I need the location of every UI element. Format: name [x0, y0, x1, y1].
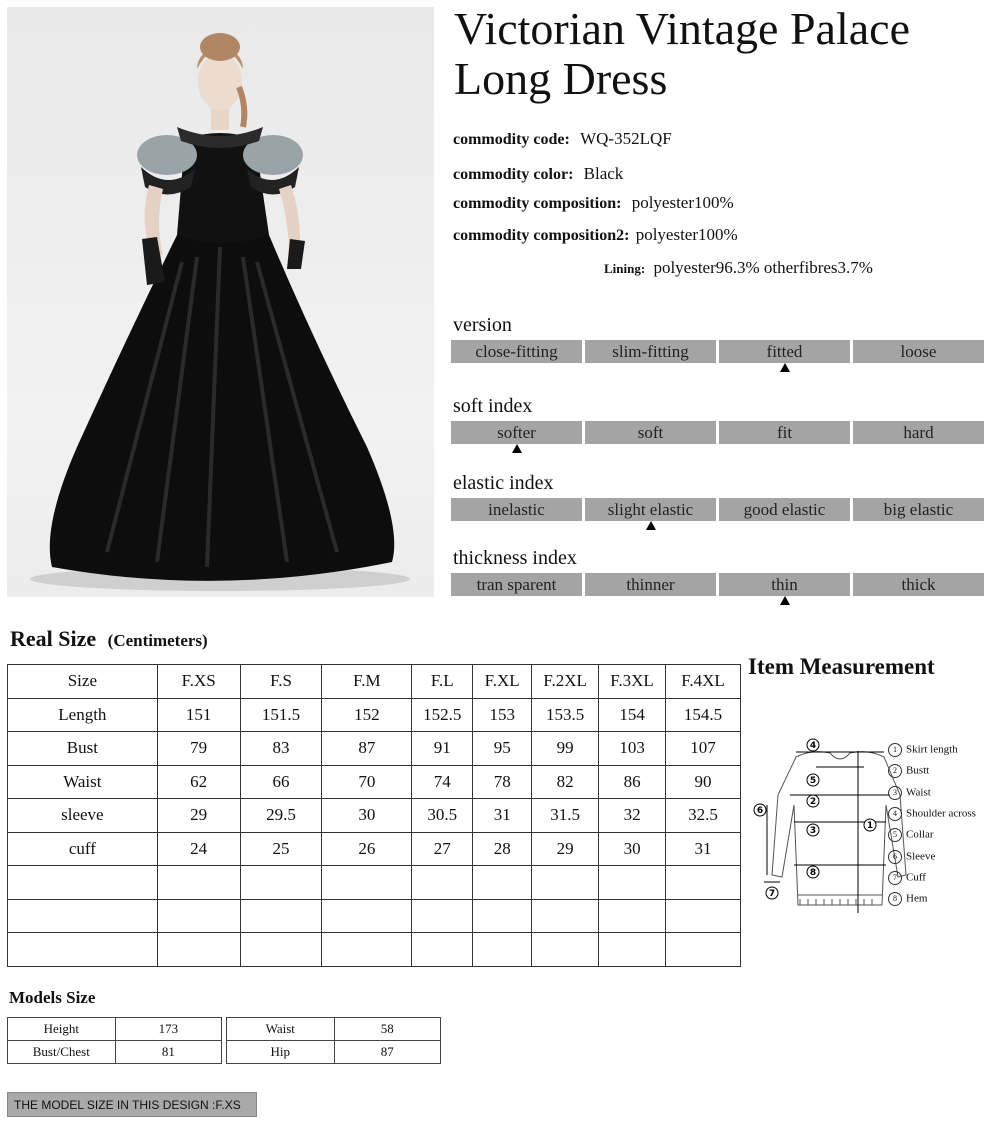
- table-cell: [412, 933, 473, 967]
- table-cell: [532, 866, 599, 900]
- table-row: [227, 1041, 441, 1064]
- legend-number-icon: 2: [888, 764, 902, 778]
- table-cell: 87: [322, 732, 412, 766]
- spec-value: polyester100%: [631, 193, 734, 212]
- product-title: Victorian Vintage Palace Long Dress: [454, 3, 911, 104]
- table-cell: 30: [599, 832, 666, 866]
- table-row: [227, 1018, 441, 1041]
- index-row: [451, 573, 984, 596]
- table-cell: 153: [473, 698, 532, 732]
- spec-composition: [453, 193, 734, 213]
- table-cell: 153.5: [532, 698, 599, 732]
- selected-marker-icon: [780, 363, 790, 372]
- table-cell: F.M: [322, 665, 412, 699]
- svg-text:5: 5: [809, 776, 817, 786]
- table-row: [8, 698, 741, 732]
- legend-item: [888, 828, 934, 842]
- row-label: Bust: [8, 732, 158, 766]
- index-label: soft index: [453, 395, 533, 417]
- legend-number-icon: 4: [888, 807, 902, 821]
- table-cell: 29: [532, 832, 599, 866]
- real-size-heading: Real Size: [10, 626, 97, 651]
- table-header-row: [8, 665, 741, 699]
- table-cell: 152: [322, 698, 412, 732]
- spec-value: polyester100%: [635, 225, 738, 244]
- index-option: slim-fitting: [585, 340, 716, 363]
- table-row: [8, 799, 741, 833]
- selected-marker-icon: [512, 444, 522, 453]
- legend-number-icon: 1: [888, 743, 902, 757]
- row-label: [8, 933, 158, 967]
- index-option: thin: [719, 573, 850, 596]
- table-cell: [240, 933, 322, 967]
- spec-key: Lining:: [604, 261, 646, 276]
- legend-item: [888, 892, 927, 906]
- table-cell: [473, 933, 532, 967]
- table-cell: [322, 933, 412, 967]
- table-cell: [599, 866, 666, 900]
- svg-text:8: 8: [809, 868, 817, 878]
- table-cell: 78: [473, 765, 532, 799]
- models-table-left: [7, 1017, 222, 1064]
- model-key: Hip: [227, 1041, 335, 1064]
- table-cell: 154.5: [666, 698, 741, 732]
- table-cell: 70: [322, 765, 412, 799]
- table-cell: 31: [473, 799, 532, 833]
- product-photo: [7, 7, 434, 597]
- model-value: 173: [115, 1018, 221, 1041]
- index-row: [451, 421, 984, 444]
- table-cell: 152.5: [412, 698, 473, 732]
- index-option: slight elastic: [585, 498, 716, 521]
- legend-label: Sleeve: [906, 850, 936, 863]
- real-size-title: [10, 626, 208, 652]
- legend-number-icon: 5: [888, 828, 902, 842]
- spec-key: commodity color:: [453, 166, 574, 183]
- table-cell: 95: [473, 732, 532, 766]
- table-cell: [599, 899, 666, 933]
- model-key: Waist: [227, 1018, 335, 1041]
- table-cell: 30: [322, 799, 412, 833]
- table-cell: 32.5: [666, 799, 741, 833]
- model-size-note: THE MODEL SIZE IN THIS DESIGN :F.XS: [7, 1092, 257, 1117]
- table-cell: 30.5: [412, 799, 473, 833]
- index-row: [451, 498, 984, 521]
- spec-key: commodity code:: [453, 131, 570, 148]
- table-cell: 29.5: [240, 799, 322, 833]
- spec-code: [453, 129, 672, 149]
- legend-number-icon: 8: [888, 892, 902, 906]
- table-cell: 62: [157, 765, 240, 799]
- legend-label: Collar: [906, 828, 934, 841]
- table-cell: [240, 899, 322, 933]
- legend-label: Cuff: [906, 871, 926, 884]
- legend-number-icon: 3: [888, 786, 902, 800]
- table-cell: [473, 899, 532, 933]
- table-cell: 151.5: [240, 698, 322, 732]
- table-cell: [532, 899, 599, 933]
- spec-key: commodity composition2:: [453, 227, 630, 244]
- size-table: [7, 664, 741, 967]
- table-cell: F.XS: [157, 665, 240, 699]
- table-cell: F.2XL: [532, 665, 599, 699]
- garment-sketch: [750, 735, 990, 920]
- dress-illustration: [7, 7, 434, 597]
- table-cell: 29: [157, 799, 240, 833]
- index-label: elastic index: [453, 472, 554, 494]
- table-cell: 31.5: [532, 799, 599, 833]
- table-cell: [240, 866, 322, 900]
- row-label: Size: [8, 665, 158, 699]
- table-cell: [666, 866, 741, 900]
- table-cell: 151: [157, 698, 240, 732]
- table-cell: F.L: [412, 665, 473, 699]
- table-row: [8, 765, 741, 799]
- row-label: Waist: [8, 765, 158, 799]
- table-cell: [157, 866, 240, 900]
- legend-label: Waist: [906, 786, 931, 799]
- spec-key: commodity composition:: [453, 195, 622, 212]
- index-option: thinner: [585, 573, 716, 596]
- legend-item: [888, 764, 929, 778]
- index-option: good elastic: [719, 498, 850, 521]
- table-cell: 26: [322, 832, 412, 866]
- legend-label: Bustt: [906, 764, 930, 777]
- table-cell: 90: [666, 765, 741, 799]
- spec-composition2: [453, 225, 738, 245]
- models-size-title: Models Size: [9, 988, 96, 1007]
- index-label: version: [453, 314, 512, 336]
- index-option: fit: [719, 421, 850, 444]
- table-row: [8, 933, 741, 967]
- table-cell: 32: [599, 799, 666, 833]
- table-cell: [157, 933, 240, 967]
- table-cell: [599, 933, 666, 967]
- legend-item: [888, 786, 931, 800]
- table-cell: 91: [412, 732, 473, 766]
- table-row: [8, 1041, 222, 1064]
- model-value: 87: [334, 1041, 440, 1064]
- legend-item: [888, 743, 958, 757]
- svg-text:4: 4: [809, 741, 817, 751]
- legend-label: Shoulder across: [906, 807, 976, 820]
- svg-text:1: 1: [866, 821, 874, 831]
- table-cell: F.XL: [473, 665, 532, 699]
- svg-text:2: 2: [809, 797, 817, 807]
- svg-text:7: 7: [768, 889, 776, 899]
- row-label: cuff: [8, 832, 158, 866]
- spec-value: Black: [583, 164, 624, 183]
- table-cell: F.S: [240, 665, 322, 699]
- table-cell: 82: [532, 765, 599, 799]
- measurement-diagram: [750, 735, 990, 920]
- index-option: thick: [853, 573, 984, 596]
- model-key: Bust/Chest: [8, 1041, 116, 1064]
- index-label: thickness index: [453, 547, 577, 569]
- table-cell: 79: [157, 732, 240, 766]
- selected-marker-icon: [646, 521, 656, 530]
- table-cell: 74: [412, 765, 473, 799]
- table-cell: F.4XL: [666, 665, 741, 699]
- spec-color: [453, 164, 623, 184]
- table-cell: 27: [412, 832, 473, 866]
- table-cell: 83: [240, 732, 322, 766]
- table-cell: [666, 933, 741, 967]
- index-option: fitted: [719, 340, 850, 363]
- table-row: [8, 1018, 222, 1041]
- legend-label: Hem: [906, 892, 928, 905]
- spec-value: WQ-352LQF: [580, 129, 672, 148]
- table-cell: [412, 899, 473, 933]
- table-cell: 154: [599, 698, 666, 732]
- model-key: Height: [8, 1018, 116, 1041]
- models-table-right: [226, 1017, 441, 1064]
- table-cell: [322, 866, 412, 900]
- legend-item: [888, 871, 926, 885]
- index-option: softer: [451, 421, 582, 444]
- index-option: inelastic: [451, 498, 582, 521]
- table-cell: 99: [532, 732, 599, 766]
- table-row: [8, 899, 741, 933]
- table-cell: 24: [157, 832, 240, 866]
- row-label: [8, 899, 158, 933]
- svg-text:3: 3: [809, 826, 817, 836]
- spec-value: polyester96.3% otherfibres3.7%: [653, 258, 873, 277]
- table-cell: F.3XL: [599, 665, 666, 699]
- index-option: close-fitting: [451, 340, 582, 363]
- index-option: hard: [853, 421, 984, 444]
- real-size-unit: (Centimeters): [107, 631, 208, 650]
- selected-marker-icon: [780, 596, 790, 605]
- table-cell: [412, 866, 473, 900]
- index-option: loose: [853, 340, 984, 363]
- table-cell: 28: [473, 832, 532, 866]
- table-row: [8, 866, 741, 900]
- table-cell: 86: [599, 765, 666, 799]
- table-cell: [322, 899, 412, 933]
- table-cell: [532, 933, 599, 967]
- table-cell: 66: [240, 765, 322, 799]
- legend-number-icon: 6: [888, 850, 902, 864]
- legend-item: [888, 850, 935, 864]
- index-option: big elastic: [853, 498, 984, 521]
- table-cell: 107: [666, 732, 741, 766]
- table-cell: [157, 899, 240, 933]
- table-cell: 25: [240, 832, 322, 866]
- model-value: 58: [334, 1018, 440, 1041]
- row-label: Length: [8, 698, 158, 732]
- row-label: sleeve: [8, 799, 158, 833]
- index-option: soft: [585, 421, 716, 444]
- spec-lining: [604, 258, 873, 278]
- legend-label: Skirt length: [906, 743, 958, 756]
- table-cell: 31: [666, 832, 741, 866]
- model-value: 81: [115, 1041, 221, 1064]
- svg-text:6: 6: [756, 806, 764, 816]
- table-cell: 103: [599, 732, 666, 766]
- legend-item: [888, 807, 976, 821]
- row-label: [8, 866, 158, 900]
- index-row: [451, 340, 984, 363]
- table-cell: [473, 866, 532, 900]
- table-cell: [666, 899, 741, 933]
- legend-number-icon: 7: [888, 871, 902, 885]
- table-row: [8, 732, 741, 766]
- item-measurement-title: Item Measurement: [748, 654, 935, 679]
- index-option: tran sparent: [451, 573, 582, 596]
- table-row: [8, 832, 741, 866]
